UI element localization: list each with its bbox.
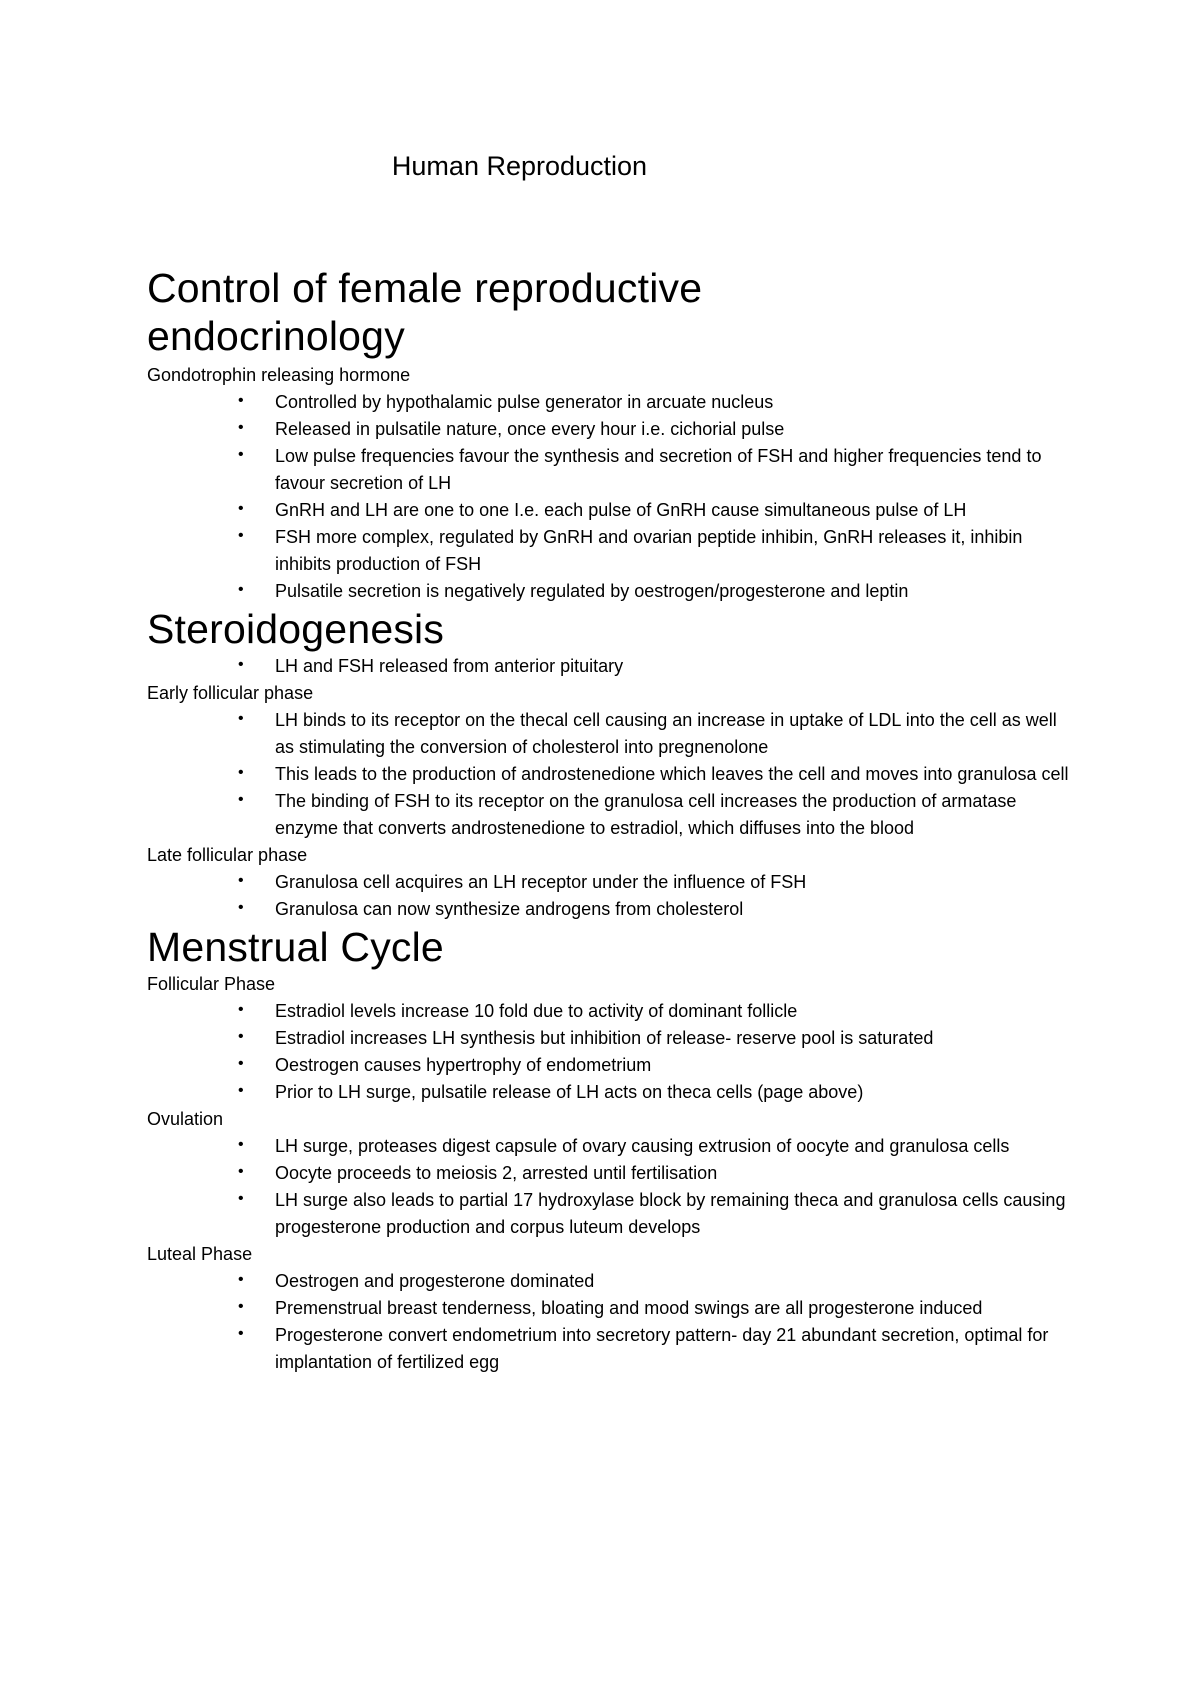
bullet-list bbox=[147, 998, 1077, 1106]
bullet-icon: • bbox=[238, 1028, 244, 1045]
document-title: Human Reproduction bbox=[391, 151, 648, 181]
bullet-icon: • bbox=[238, 1082, 244, 1099]
document-body bbox=[147, 264, 1077, 1376]
bullet-icon: • bbox=[238, 1055, 244, 1072]
bullet-list bbox=[147, 869, 1077, 923]
list-item: • Controlled by hypothalamic pulse generator in arcuate nucleus bbox=[275, 389, 1077, 416]
bullet-list bbox=[147, 707, 1077, 842]
subheading: Ovulation bbox=[147, 1109, 224, 1129]
list-item: • Prior to LH surge, pulsatile release of LH acts on theca cells (page above) bbox=[275, 1079, 1077, 1106]
bullet-icon: • bbox=[238, 527, 244, 544]
bullet-icon: • bbox=[238, 899, 244, 916]
list-item: • Pulsatile secretion is negatively regulated by oestrogen/progesterone and leptin bbox=[275, 578, 1077, 605]
list-item: • Oestrogen causes hypertrophy of endometrium bbox=[275, 1052, 1077, 1079]
bullet-icon: • bbox=[238, 392, 244, 409]
list-item: • Estradiol levels increase 10 fold due to activity of dominant follicle bbox=[275, 998, 1077, 1025]
subheading: Early follicular phase bbox=[147, 683, 314, 703]
list-item: • Progesterone convert endometrium into secretory pattern- day 21 abundant secretion, optimal for implantation of fertilized egg bbox=[275, 1322, 1077, 1376]
list-item: • Granulosa cell acquires an LH receptor under the influence of FSH bbox=[275, 869, 1077, 896]
subheading: Gondotrophin releasing hormone bbox=[147, 365, 411, 385]
bullet-icon: • bbox=[238, 419, 244, 436]
section-female-endocrinology bbox=[147, 264, 1077, 605]
bullet-icon: • bbox=[238, 1271, 244, 1288]
bullet-icon: • bbox=[238, 500, 244, 517]
bullet-list bbox=[147, 389, 1077, 605]
subheading: Late follicular phase bbox=[147, 845, 308, 865]
bullet-list bbox=[147, 653, 1077, 680]
list-item: • Premenstrual breast tenderness, bloating and mood swings are all progesterone induced bbox=[275, 1295, 1077, 1322]
section-steroidogenesis bbox=[147, 605, 1077, 923]
section-heading: Menstrual Cycle bbox=[147, 924, 444, 970]
list-item: • LH surge also leads to partial 17 hydroxylase block by remaining theca and granulosa cells causing progesterone production and corpus luteum develops bbox=[275, 1187, 1077, 1241]
list-item: • LH and FSH released from anterior pituitary bbox=[275, 653, 1077, 680]
section-heading: Steroidogenesis bbox=[147, 606, 445, 652]
list-item: • GnRH and LH are one to one I.e. each pulse of GnRH cause simultaneous pulse of LH bbox=[275, 497, 1077, 524]
section-menstrual-cycle bbox=[147, 923, 1077, 1376]
list-item: • Released in pulsatile nature, once every hour i.e. cichorial pulse bbox=[275, 416, 1077, 443]
bullet-list bbox=[147, 1268, 1077, 1376]
list-item: • Estradiol increases LH synthesis but inhibition of release- reserve pool is saturated bbox=[275, 1025, 1077, 1052]
bullet-icon: • bbox=[238, 872, 244, 889]
subheading: Follicular Phase bbox=[147, 974, 276, 994]
bullet-icon: • bbox=[238, 1001, 244, 1018]
list-item: • The binding of FSH to its receptor on the granulosa cell increases the production of armatase enzyme that converts androstenedione to estradiol, which diffuses into the blood bbox=[275, 788, 1077, 842]
section-heading: Control of female reproductive endocrinology bbox=[147, 265, 703, 359]
subheading: Luteal Phase bbox=[147, 1244, 253, 1264]
list-item: • Oocyte proceeds to meiosis 2, arrested until fertilisation bbox=[275, 1160, 1077, 1187]
list-item: • Low pulse frequencies favour the synthesis and secretion of FSH and higher frequencies tend to favour secretion of LH bbox=[275, 443, 1077, 497]
bullet-icon: • bbox=[238, 581, 244, 598]
bullet-icon: • bbox=[238, 1136, 244, 1153]
bullet-icon: • bbox=[238, 656, 244, 673]
bullet-icon: • bbox=[238, 764, 244, 781]
bullet-icon: • bbox=[238, 710, 244, 727]
list-item: • LH binds to its receptor on the thecal cell causing an increase in uptake of LDL into the cell as well as stimulating the conversion of cholesterol into pregnenolone bbox=[275, 707, 1077, 761]
bullet-icon: • bbox=[238, 446, 244, 463]
list-item: • This leads to the production of androstenedione which leaves the cell and moves into granulosa cell bbox=[275, 761, 1077, 788]
list-item: • FSH more complex, regulated by GnRH and ovarian peptide inhibin, GnRH releases it, inhibin inhibits production of FSH bbox=[275, 524, 1077, 578]
bullet-icon: • bbox=[238, 1298, 244, 1315]
list-item: • Oestrogen and progesterone dominated bbox=[275, 1268, 1077, 1295]
bullet-icon: • bbox=[238, 1190, 244, 1207]
list-item: • LH surge, proteases digest capsule of ovary causing extrusion of oocyte and granulosa cells bbox=[275, 1133, 1077, 1160]
bullet-icon: • bbox=[238, 791, 244, 808]
bullet-list bbox=[147, 1133, 1077, 1241]
list-item: • Granulosa can now synthesize androgens from cholesterol bbox=[275, 896, 1077, 923]
bullet-icon: • bbox=[238, 1325, 244, 1342]
bullet-icon: • bbox=[238, 1163, 244, 1180]
